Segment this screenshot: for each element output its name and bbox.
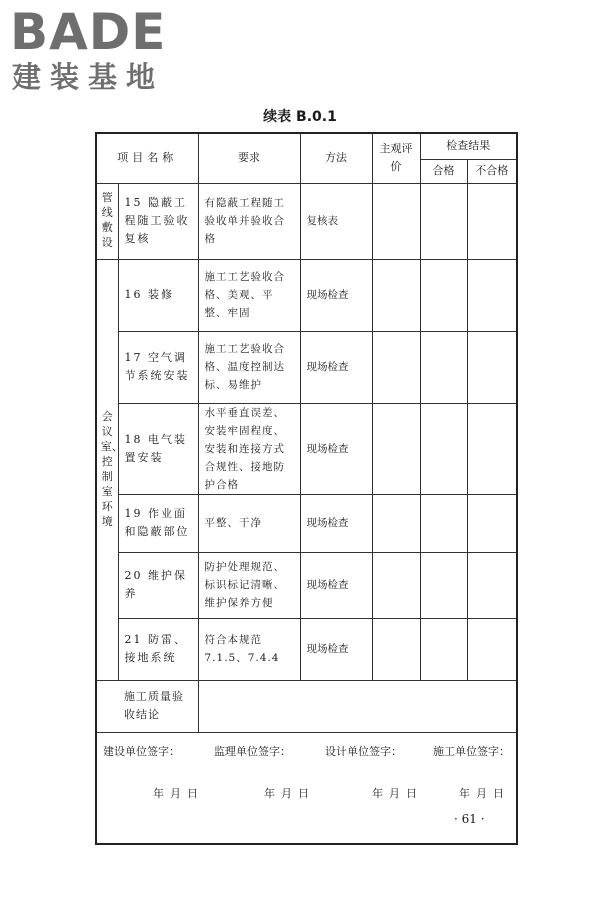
header-subjective: 主观评价 <box>372 133 420 183</box>
subjective-cell <box>372 494 420 552</box>
header-row <box>96 133 517 159</box>
conclusion-spacer <box>96 680 118 732</box>
item-name: 17 空气调节系统安装 <box>118 331 198 403</box>
inspection-table <box>95 132 518 845</box>
table-row <box>96 183 517 259</box>
header-method: 方法 <box>300 133 372 183</box>
fail-cell <box>467 552 517 618</box>
subjective-cell <box>372 183 420 259</box>
table-row <box>96 618 517 680</box>
signature-date: 年月日 <box>459 786 510 800</box>
signature-label: 建设单位签字： <box>103 744 180 758</box>
item-name: 20 维护保养 <box>118 552 198 618</box>
signature-block-owner <box>103 743 206 839</box>
signature-area <box>96 732 517 844</box>
table-caption: 续表 B.0.1 <box>263 109 337 125</box>
item-method: 现场检查 <box>300 618 372 680</box>
subjective-cell <box>372 618 420 680</box>
item-name: 21 防雷、接地系统 <box>118 618 198 680</box>
fail-cell <box>467 494 517 552</box>
fail-cell <box>467 259 517 331</box>
fail-cell <box>467 331 517 403</box>
item-method: 现场检查 <box>300 552 372 618</box>
table-row <box>96 259 517 331</box>
pass-cell <box>420 259 467 331</box>
subjective-cell <box>372 259 420 331</box>
subjective-cell <box>372 331 420 403</box>
conclusion-label: 施工质量验收结论 <box>118 680 198 732</box>
header-fail: 不合格 <box>467 159 517 183</box>
item-method: 复核表 <box>300 183 372 259</box>
table-row <box>96 552 517 618</box>
item-requirement: 有隐蔽工程随工验收单并验收合格 <box>198 183 300 259</box>
item-method: 现场检查 <box>300 403 372 494</box>
item-requirement: 符合本规范 7.1.5、7.4.4 <box>198 618 300 680</box>
conclusion-row <box>96 680 517 732</box>
signature-date: 年月日 <box>264 786 315 800</box>
signature-label: 监理单位签字： <box>214 744 291 758</box>
pass-cell <box>420 183 467 259</box>
subjective-cell <box>372 403 420 494</box>
signature-row <box>96 732 517 844</box>
signature-label: 施工单位签字： <box>433 744 510 758</box>
page-number: · 61 · <box>454 812 485 826</box>
item-method: 现场检查 <box>300 331 372 403</box>
fail-cell <box>467 183 517 259</box>
pass-cell <box>420 618 467 680</box>
signature-date: 年月日 <box>153 786 204 800</box>
item-requirement: 施工工艺验收合格、美观、平整、牢固 <box>198 259 300 331</box>
logo-chinese-text: 建装基地 <box>12 60 165 94</box>
fail-cell <box>467 618 517 680</box>
item-method: 现场检查 <box>300 494 372 552</box>
pass-cell <box>420 552 467 618</box>
conclusion-content <box>198 680 517 732</box>
header-result: 检查结果 <box>420 133 517 159</box>
logo <box>10 3 185 96</box>
table-row <box>96 403 517 494</box>
item-requirement: 施工工艺验收合格、温度控制达标、易维护 <box>198 331 300 403</box>
signature-label: 设计单位签字： <box>325 744 402 758</box>
item-name: 18 电气装置安装 <box>118 403 198 494</box>
table-row <box>96 494 517 552</box>
item-name: 16 装修 <box>118 259 198 331</box>
table-row <box>96 331 517 403</box>
category-rooms: 会议室、控制室环境 <box>96 259 118 680</box>
header-pass: 合格 <box>420 159 467 183</box>
pass-cell <box>420 403 467 494</box>
fail-cell <box>467 403 517 494</box>
item-name: 15 隐蔽工程随工验收复核 <box>118 183 198 259</box>
item-name: 19 作业面和隐蔽部位 <box>118 494 198 552</box>
header-item-name: 项目名称 <box>96 133 198 183</box>
item-method: 现场检查 <box>300 259 372 331</box>
item-requirement: 防护处理规范、标识标记清晰、维护保养方便 <box>198 552 300 618</box>
signature-block-supervisor <box>214 743 317 839</box>
header-requirement: 要求 <box>198 133 300 183</box>
item-requirement: 平整、干净 <box>198 494 300 552</box>
logo-latin-text: BADE <box>10 3 167 61</box>
signature-date: 年月日 <box>372 786 423 800</box>
pass-cell <box>420 494 467 552</box>
pass-cell <box>420 331 467 403</box>
subjective-cell <box>372 552 420 618</box>
category-pipes: 管线敷设 <box>96 183 118 259</box>
item-requirement: 水平垂直误差、安装牢固程度、安装和连接方式合规性、接地防护合格 <box>198 403 300 494</box>
signature-block-designer <box>325 743 425 839</box>
